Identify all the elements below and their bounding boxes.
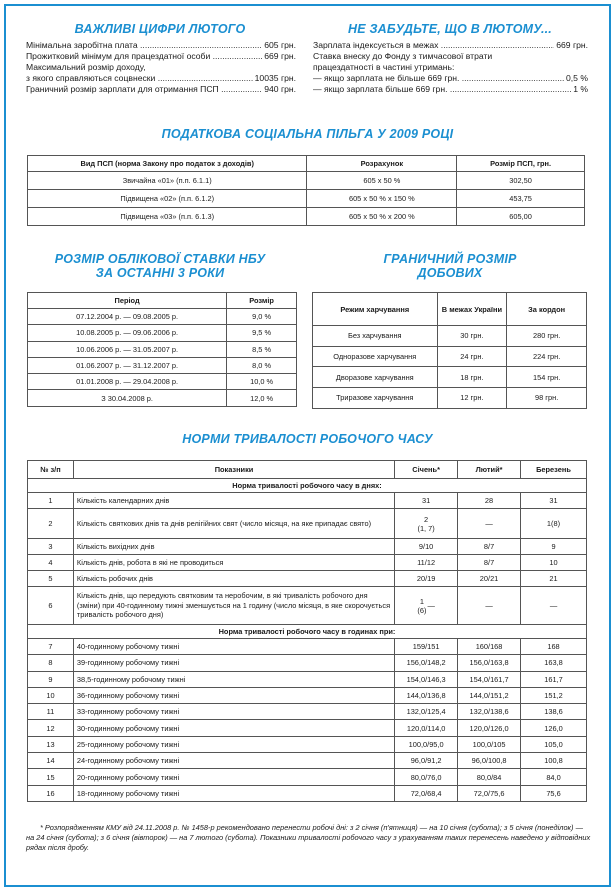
dont-forget-row: — якщо зарплата не більше 669 грн. ..... 0,5 %	[313, 73, 588, 84]
table-row: 01.06.2007 р. — 31.12.2007 р. 8,0 %	[28, 357, 297, 373]
psp-title: ПОДАТКОВА СОЦІАЛЬНА ПІЛЬГА У 2009 РОЦІ	[161, 127, 454, 141]
table-row: 10.08.2005 р. — 09.06.2006 р. 9,5 %	[28, 325, 297, 341]
section-header: Норма тривалості робочого часу в днях:	[28, 479, 587, 493]
key-figures-title: ВАЖЛИВІ ЦИФРИ ЛЮТОГО	[74, 22, 246, 36]
table-row: 6 Кількість днів, що передують святковим та неробочим, в які тривалість робочого дня (зміни) при 40-годинному тижні зменшується на 1 годину (число місяця, в яке скорочується тривалість робочого дня) 1 (6) — — —	[28, 587, 587, 625]
key-figure-row: з якого справляються соцвнески ..... 10035 грн.	[26, 73, 296, 84]
nbu-table	[27, 292, 297, 407]
table-header: Вид ПСП (норма Закону про податок з доходів)	[28, 156, 307, 172]
table-row: Одноразове харчування 24 грн. 224 грн.	[313, 346, 587, 367]
table-row: 2 Кількість святкових днів та днів релігійних свят (число місяця, на яке припадає свято) 2 (1, 7) — 1(8)	[28, 509, 587, 539]
table-row: 4 Кількість днів, робота в які не проводиться 11/12 8/7 10	[28, 555, 587, 571]
table-row: 5 Кількість робочих днів 20/19 20/21 21	[28, 571, 587, 587]
table-header: Розрахунок	[307, 156, 457, 172]
dont-forget-title: НЕ ЗАБУДЬТЕ, ЩО В ЛЮТОМУ...	[348, 22, 552, 36]
key-figure-row: Граничний розмір зарплати для отримання ПСП ..... 940 грн.	[26, 84, 296, 95]
dont-forget-line: Ставка внеску до Фонду з тимчасової втрати	[313, 51, 493, 61]
table-header: Березень	[521, 461, 587, 479]
table-row: Триразове харчування 12 грн. 98 грн.	[313, 388, 587, 409]
table-row: 11 33-годинному робочому тижні 132,0/125,4 132,0/138,6 138,6	[28, 704, 587, 720]
key-figure-line: Максимальний розмір доходу,	[26, 62, 146, 72]
dont-forget-block	[313, 40, 588, 95]
table-row: Підвищена «02» (п.п. 6.1.2) 605 х 50 % х 150 % 453,75	[28, 190, 585, 208]
table-row: 8 39-годинному робочому тижні 156,0/148,2 156,0/163,8 163,8	[28, 655, 587, 671]
allowance-title: ГРАНИЧНИЙ РОЗМІР ДОБОВИХ	[383, 252, 517, 280]
section-header: Норма тривалості робочого часу в годинах при:	[28, 625, 587, 639]
table-row: Звичайна «01» (п.п. 6.1.1) 605 х 50 % 302,50	[28, 172, 585, 190]
table-row: 16 18-годинному робочому тижні 72,0/68,4 72,0/75,6 75,6	[28, 785, 587, 801]
allowance-table	[312, 292, 587, 409]
key-figure-row: Мінімальна заробітна плата ..... 605 грн.	[26, 40, 296, 51]
table-header: Лютий*	[458, 461, 521, 479]
table-header: Розмір	[227, 293, 297, 309]
table-header: № з/п	[28, 461, 74, 479]
footnote: * Розпорядженням КМУ від 24.11.2008 р. № 1458-р рекомендовано перенести робочі дні: з 2 січня (п'ятниця) — на 10 січня (субота); з 5 січня (понеділок) — на 24 січня (субота); з 6 січня (вівторок) — на 7 лютого (субота). Показники тривалості робочого часу з урахуванням таких перенесень наведено у відповідних рядах після дробу.	[26, 823, 591, 852]
table-row: Підвищена «03» (п.п. 6.1.3) 605 х 50 % х 200 % 605,00	[28, 208, 585, 226]
table-row: 15 20-годинному робочому тижні 80,0/76,0 80,0/84 84,0	[28, 769, 587, 785]
table-row: 9 38,5-годинному робочому тижні 154,0/146,3 154,0/161,7 161,7	[28, 671, 587, 687]
key-figures-block	[26, 40, 296, 95]
table-header: Розмір ПСП, грн.	[457, 156, 585, 172]
table-header: В межах України	[437, 293, 507, 326]
dont-forget-row: — якщо зарплата більше 669 грн. ..... 1 %	[313, 84, 588, 95]
table-header: Показники	[73, 461, 394, 479]
norms-title: НОРМИ ТРИВАЛОСТІ РОБОЧОГО ЧАСУ	[182, 432, 433, 446]
table-row: 07.12.2004 р. — 09.08.2005 р. 9,0 %	[28, 309, 297, 325]
nbu-title: РОЗМІР ОБЛІКОВОЇ СТАВКИ НБУ ЗА ОСТАННІ 3 РОКИ	[54, 252, 266, 280]
table-row: 13 25-годинному робочому тижні 100,0/95,0 100,0/105 105,0	[28, 736, 587, 752]
table-row: 7 40-годинному робочому тижні 159/151 160/168 168	[28, 639, 587, 655]
table-row: 1 Кількість календарних днів 31 28 31	[28, 493, 587, 509]
table-header: Період	[28, 293, 227, 309]
table-row: 01.01.2008 р. — 29.04.2008 р. 10,0 %	[28, 374, 297, 390]
table-row: 3 Кількість вихідних днів 9/10 8/7 9	[28, 539, 587, 555]
table-header: Режим харчування	[313, 293, 438, 326]
table-row: 10.06.2006 р. — 31.05.2007 р. 8,5 %	[28, 341, 297, 357]
table-row: 14 24-годинному робочому тижні 96,0/91,2 96,0/100,8 100,8	[28, 753, 587, 769]
table-row: Дворазове харчування 18 грн. 154 грн.	[313, 367, 587, 388]
dont-forget-line: працездатності в частині утримань:	[313, 62, 455, 72]
table-header: Січень*	[395, 461, 458, 479]
psp-table	[27, 155, 585, 226]
norms-table	[27, 460, 587, 802]
table-row: 12 30-годинному робочому тижні 120,0/114,0 120,0/126,0 126,0	[28, 720, 587, 736]
table-header: За кордон	[507, 293, 587, 326]
table-row: Без харчування 30 грн. 280 грн.	[313, 326, 587, 347]
key-figure-row: Прожитковий мінімум для працездатної особи ..... 669 грн.	[26, 51, 296, 62]
table-row: 10 36-годинному робочому тижні 144,0/136,8 144,0/151,2 151,2	[28, 687, 587, 703]
table-row: З 30.04.2008 р. 12,0 %	[28, 390, 297, 406]
dont-forget-row: Зарплата індексується в межах ..... 669 грн.	[313, 40, 588, 51]
